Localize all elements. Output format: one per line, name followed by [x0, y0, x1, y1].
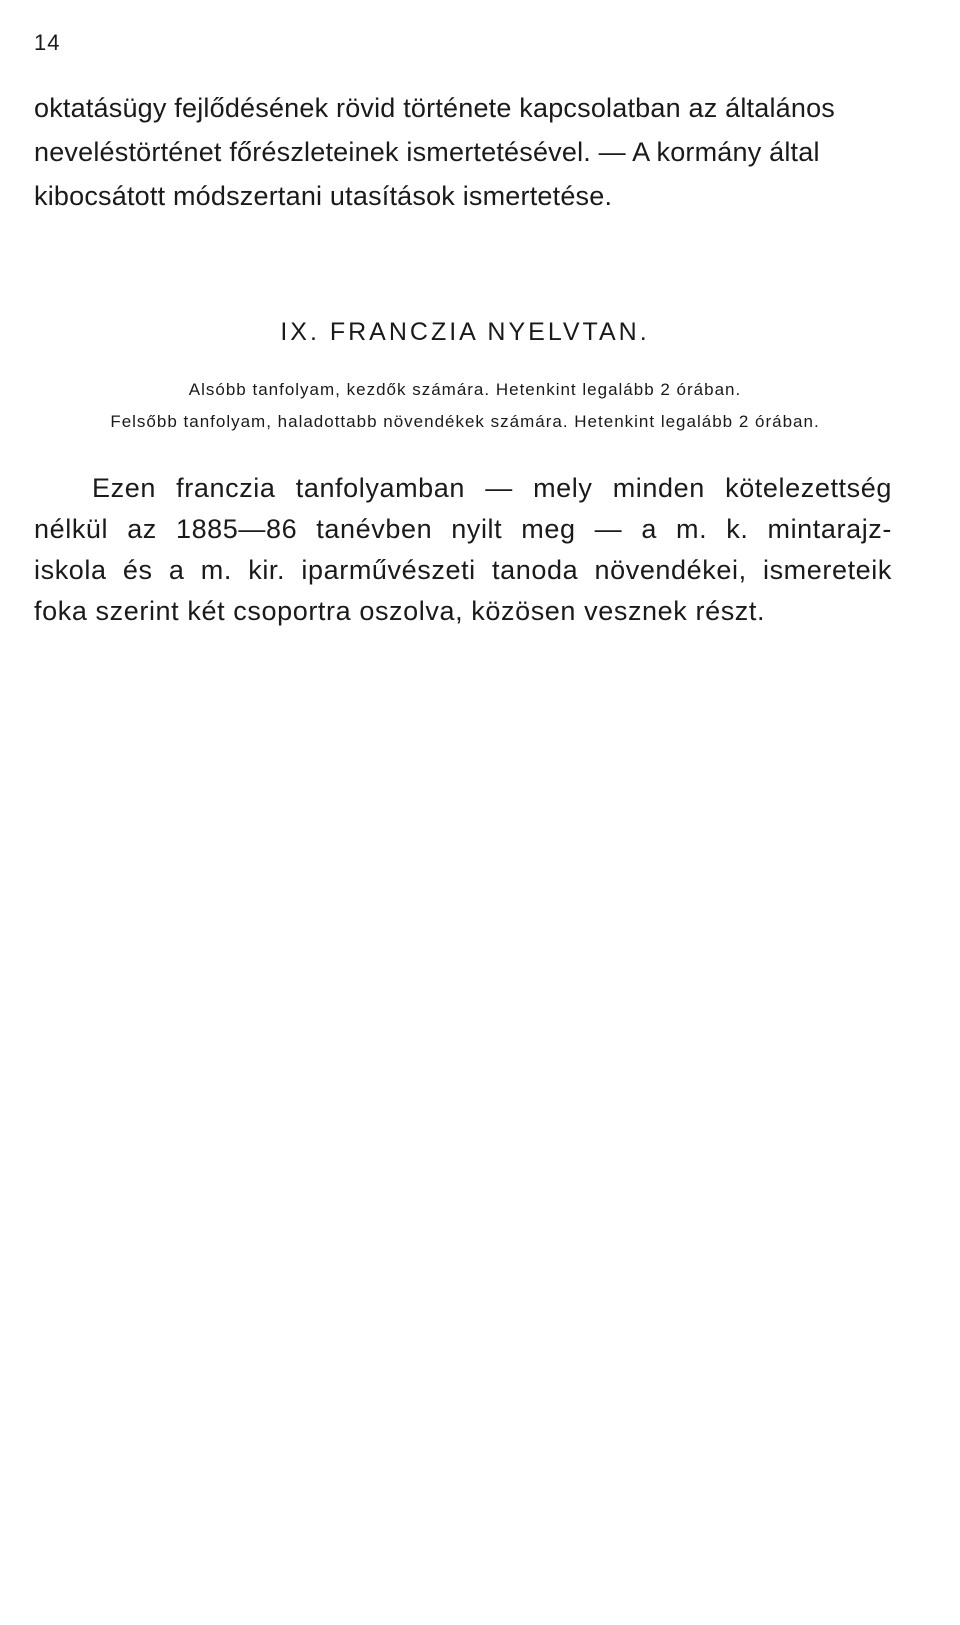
intro-line: kibocsátott módszertani utasítások ismertetése. — [34, 181, 613, 211]
body-line: nélkül az 1885—86 tanévben nyilt meg — a m. k. mintarajz- — [34, 514, 892, 544]
intro-line: neveléstörténet főrészleteinek ismertetésével. — A kormány által — [34, 137, 820, 167]
body-paragraph — [34, 468, 892, 632]
intro-paragraph — [34, 86, 894, 218]
section-heading: IX. FRANCZIA NYELVTAN. — [280, 318, 650, 346]
course-lower: Alsóbb tanfolyam, kezdők számára. Hetenkint legalább 2 órában. — [188, 380, 742, 399]
body-line: foka szerint két csoportra oszolva, közösen vesznek részt. — [34, 596, 766, 626]
intro-line: oktatásügy fejlődésének rövid története kapcsolatban az általános — [34, 93, 836, 123]
body-line: iskola és a m. kir. iparművészeti tanoda növendékei, ismereteik — [34, 555, 892, 585]
course-upper: Felsőbb tanfolyam, haladottabb növendékek számára. Hetenkint legalább 2 órában. — [110, 412, 820, 431]
body-line: Ezen franczia tanfolyamban — mely minden kötelezettség — [92, 473, 892, 503]
page-number: 14 — [34, 30, 61, 55]
